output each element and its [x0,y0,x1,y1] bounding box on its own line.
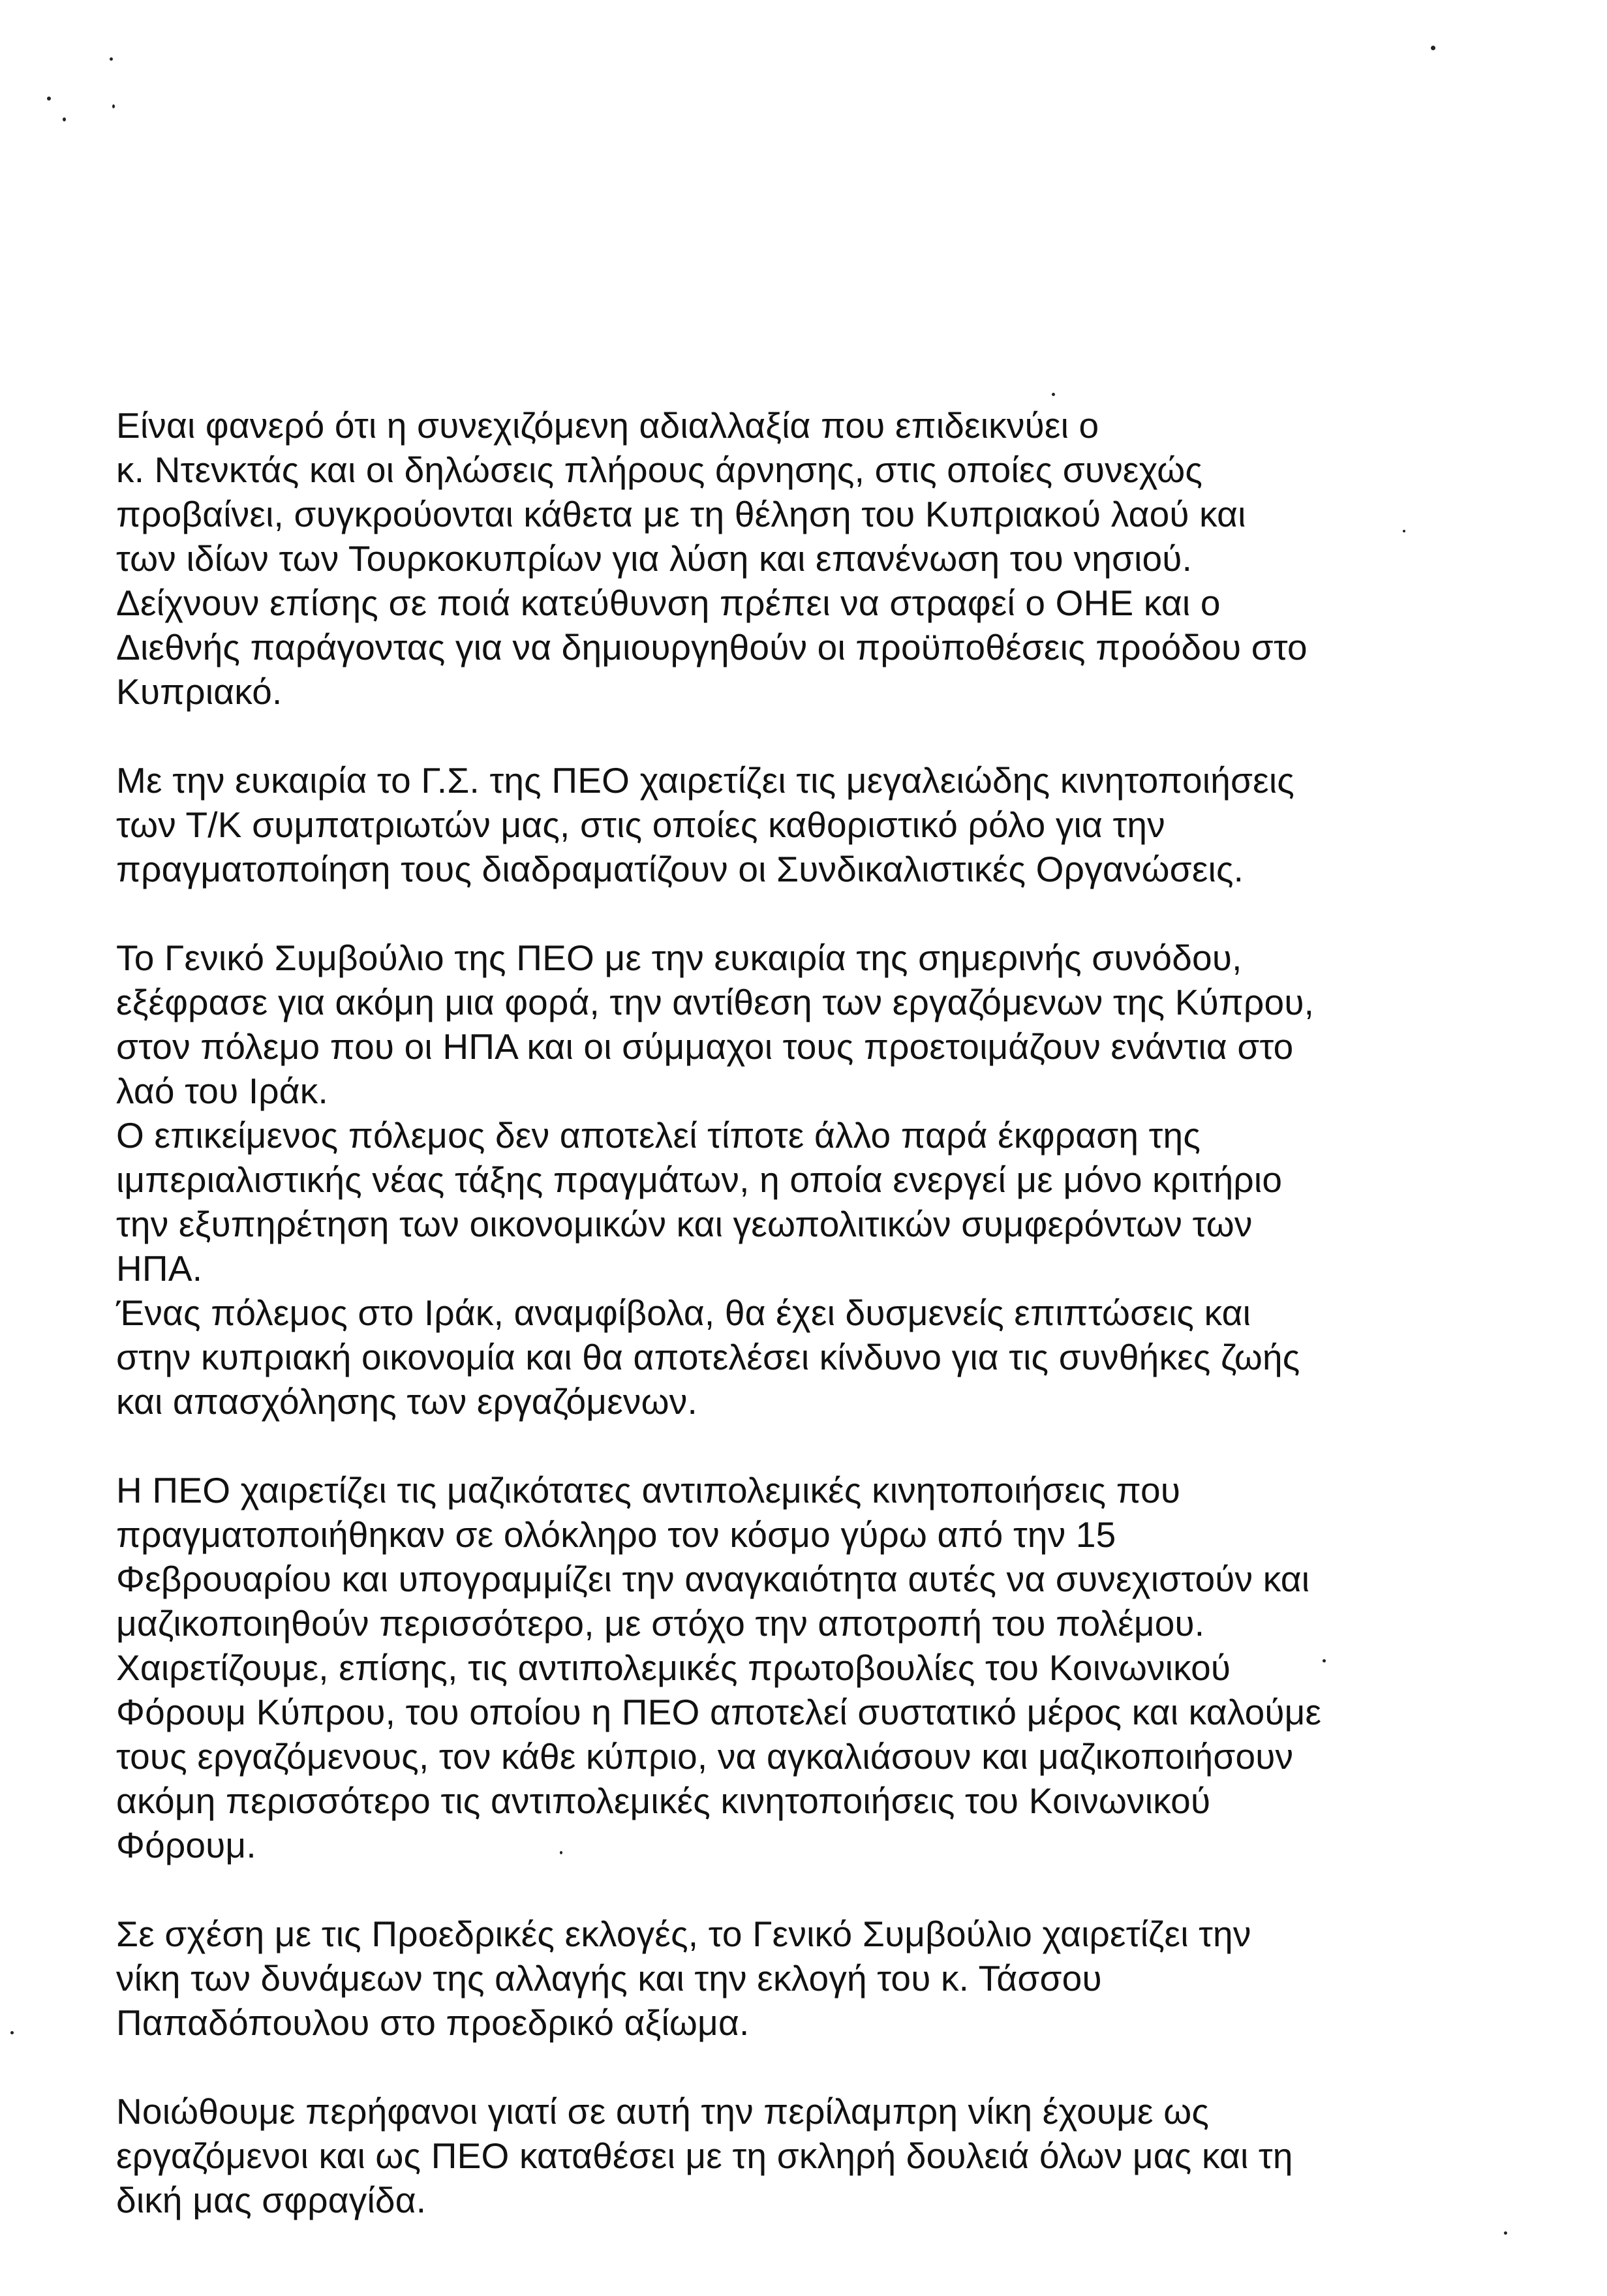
paragraph-3 [116,936,1421,1424]
document-body [116,403,1421,2267]
text-line: την εξυπηρέτηση των οικονομικών και γεωπολιτικών συμφερόντων των [116,1204,1253,1244]
text-line: και απασχόλησης των εργαζόμενων. [116,1381,697,1422]
text-line: Ο επικείμενος πόλεμος δεν αποτελεί τίποτε άλλο παρά έκφραση της [116,1115,1201,1156]
paragraph-4 [116,1468,1421,1867]
text-line: Δείχνουν επίσης σε ποιά κατεύθυνση πρέπει να στραφεί ο ΟΗΕ και ο [116,583,1221,623]
text-line: πραγματοποιήθηκαν σε ολόκληρο τον κόσμο γύρω από την 15 [116,1514,1116,1555]
text-line: στον πόλεμο που οι ΗΠΑ και οι σύμμαχοι τους προετοιμάζουν ενάντια στο [116,1026,1294,1067]
text-line: Χαιρετίζουμε, επίσης, τις αντιπολεμικές πρωτοβουλίες του Κοινωνικού [116,1647,1231,1688]
text-line: δική μας σφραγίδα. [116,2180,427,2220]
scan-speck [63,117,66,121]
paragraph-2 [116,758,1421,891]
text-line: Το Γενικό Συμβούλιο της ΠΕΟ με την ευκαιρία της σημερινής συνόδου, [116,938,1242,978]
text-line: Σε σχέση με τις Προεδρικές εκλογές, το Γενικό Συμβούλιο χαιρετίζει την [116,1914,1251,1954]
paragraph-5 [116,1912,1421,2045]
text-line: νίκη των δυνάμεων της αλλαγής και την εκλογή του κ. Τάσσου [116,1958,1102,1998]
text-line: εργαζόμενοι και ως ΠΕΟ καταθέσει με τη σκληρή δουλειά όλων μας και τη [116,2135,1293,2176]
text-line: Φεβρουαρίου και υπογραμμίζει την αναγκαιότητα αυτές να συνεχιστούν και [116,1559,1310,1599]
paragraph-1 [116,403,1421,714]
text-line: Διεθνής παράγοντας για να δημιουργηθούν οι προϋποθέσεις προόδου στο [116,627,1308,667]
text-line: πραγματοποίηση τους διαδραματίζουν οι Συνδικαλιστικές Οργανώσεις. [116,849,1244,889]
scan-speck [1431,46,1435,50]
text-line: λαό του Ιράκ. [116,1071,328,1111]
text-line: Παπαδόπουλου στο προεδρικό αξίωμα. [116,2002,750,2043]
text-line: ιμπεριαλιστικής νέας τάξης πραγμάτων, η οποία ενεργεί με μόνο κριτήριο [116,1159,1283,1200]
text-line: Η ΠΕΟ χαιρετίζει τις μαζικότατες αντιπολεμικές κινητοποιήσεις που [116,1470,1181,1510]
scan-speck [1052,393,1055,396]
paragraph-6 [116,2089,1421,2222]
text-line: Είναι φανερό ότι η συνεχιζόμενη αδιαλλαξία που επιδεικνύει ο [116,405,1099,446]
scan-speck [110,57,113,61]
text-line: Νοιώθουμε περήφανοι γιατί σε αυτή την περίλαμπρη νίκη έχουμε ως [116,2091,1210,2132]
scan-speck [47,97,51,100]
text-line: των ιδίων των Τουρκοκυπρίων για λύση και επανένωση του νησιού. [116,538,1193,579]
text-line: Με την ευκαιρία το Γ.Σ. της ΠΕΟ χαιρετίζει τις μεγαλειώδης κινητοποιήσεις [116,760,1294,801]
text-line: Φόρουμ Κύπρου, του οποίου η ΠΕΟ αποτελεί συστατικό μέρος και καλούμε [116,1692,1322,1732]
text-line: ακόμη περισσότερο τις αντιπολεμικές κινητοποιήσεις του Κοινωνικού [116,1781,1211,1821]
text-line: κ. Ντενκτάς και οι δηλώσεις πλήρους άρνησης, στις οποίες συνεχώς [116,450,1203,490]
text-line: Κυπριακό. [116,671,283,712]
text-line: προβαίνει, συγκρούονται κάθετα με τη θέληση του Κυπριακού λαού και [116,494,1246,534]
text-line: μαζικοποιηθούν περισσότερο, με στόχο την αποτροπή του πολέμου. [116,1603,1205,1644]
text-line: Φόρουμ. [116,1825,256,1865]
text-line: ΗΠΑ. [116,1248,203,1289]
text-line: των Τ/Κ συμπατριωτών μας, στις οποίες καθοριστικό ρόλο για την [116,804,1165,845]
text-line: Ένας πόλεμος στο Ιράκ, αναμφίβολα, θα έχει δυσμενείς επιπτώσεις και [116,1293,1251,1333]
scan-speck [10,2031,14,2034]
scan-speck [112,104,115,108]
text-line: τους εργαζόμενους, τον κάθε κύπριο, να αγκαλιάσουν και μαζικοποιήσουν [116,1736,1294,1777]
text-line: στην κυπριακή οικονομία και θα αποτελέσει κίνδυνο για τις συνθήκες ζωής [116,1337,1300,1377]
scan-speck [1504,2231,1507,2235]
text-line: εξέφρασε για ακόμη μια φορά, την αντίθεση των εργαζόμενων της Κύπρου, [116,982,1315,1022]
